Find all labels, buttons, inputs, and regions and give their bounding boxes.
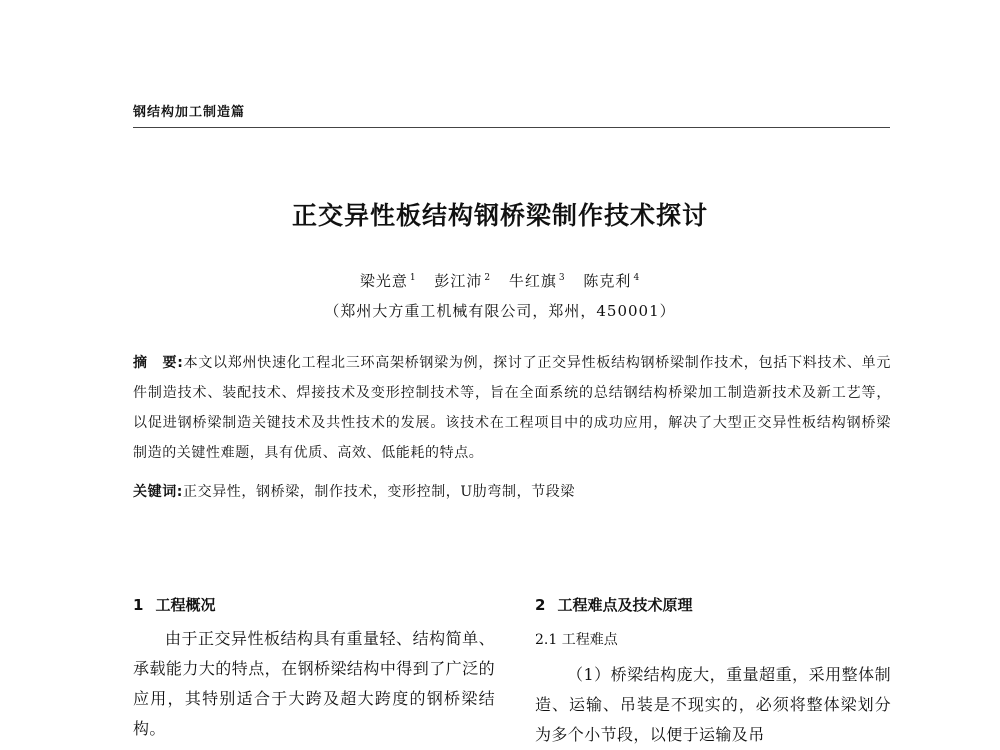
left-column	[133, 590, 495, 744]
header-rule	[133, 127, 890, 128]
author-name: 彭江沛	[434, 272, 483, 290]
author-2	[434, 272, 491, 290]
section-number: 1	[133, 596, 144, 614]
author-name: 梁光意	[359, 272, 408, 290]
author-4	[583, 272, 640, 290]
section-1-heading	[133, 590, 495, 620]
abstract-text: 本文以郑州快速化工程北三环高架桥钢梁为例，探讨了正交异性板结构钢桥梁制作技术，包括下料技术、单元件制造技术、装配技术、焊接技术及变形控制技术等，旨在全面系统的总结钢结构桥梁加工制造新技术及新工艺等，以促进钢桥梁制造关键技术及共性技术的发展。该技术在工程项目中的成功应用，解决了大型正交异性板结构钢桥梁制造的关键性难题，具有优质、高效、低能耗的特点。	[133, 355, 892, 461]
keywords	[133, 479, 891, 505]
author-affil-mark: 2	[484, 273, 492, 283]
author-1	[360, 272, 417, 290]
author-affil-mark: 1	[409, 273, 417, 283]
abstract-label: 摘 要:	[133, 355, 184, 371]
section-1-paragraph: 由于正交异性板结构具有重量轻、结构简单、承载能力大的特点，在钢桥梁结构中得到了广泛的应用，其特别适合于大跨及超大跨度的钢桥梁结构。	[133, 629, 495, 738]
author-affil-mark: 4	[633, 273, 641, 283]
abstract	[133, 348, 891, 468]
section-2-paragraph: （1）桥梁结构庞大，重量超重，采用整体制造、运输、吊装是不现实的，必须将整体梁划分为多个小节段，以便于运输及吊	[535, 665, 891, 744]
section-2-heading	[535, 590, 891, 620]
author-3	[509, 272, 566, 290]
section-title: 工程概况	[155, 596, 216, 614]
keywords-text: 正交异性，钢桥梁，制作技术，变形控制，U肋弯制，节段梁	[183, 484, 575, 500]
right-column	[535, 590, 891, 750]
author-name: 牛红旗	[508, 272, 557, 290]
author-list	[0, 270, 1000, 291]
running-header: 钢结构加工制造篇	[133, 105, 246, 120]
section-title: 工程难点及技术原理	[557, 596, 693, 614]
paper-title: 正交异性板结构钢桥梁制作技术探讨	[291, 201, 708, 230]
subsection-2-1-heading: 2.1 工程难点	[535, 632, 618, 648]
author-affil-mark: 3	[558, 273, 566, 283]
affiliation: （郑州大方重工机械有限公司，郑州，450001）	[324, 302, 676, 320]
author-name: 陈克利	[583, 272, 632, 290]
keywords-label: 关键词:	[133, 484, 183, 500]
section-number: 2	[535, 596, 546, 614]
